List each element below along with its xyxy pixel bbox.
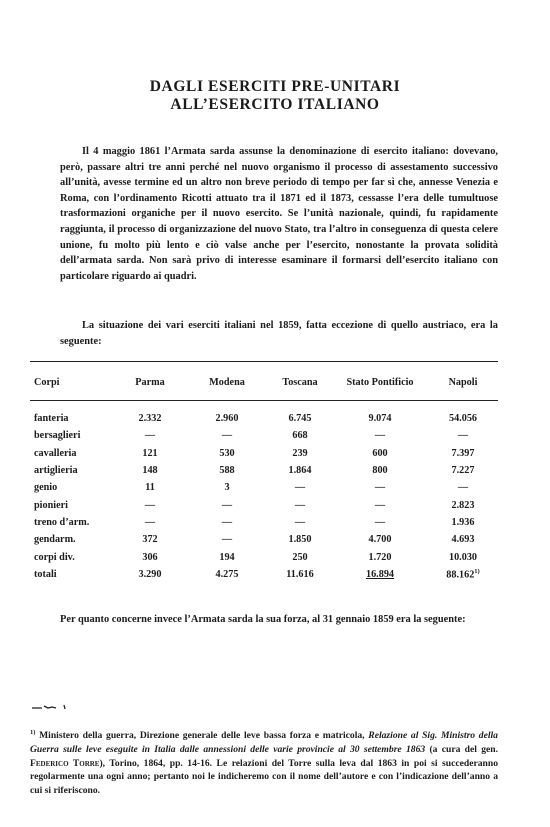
- cell: 194: [219, 551, 235, 563]
- ink-scribble: [30, 699, 90, 711]
- cell: —: [294, 499, 306, 511]
- cell: 7.397: [451, 447, 475, 459]
- cell: —: [294, 482, 306, 494]
- cell: 2.332: [138, 413, 162, 425]
- footnote: [30, 726, 498, 798]
- cell: treno d’arm.: [34, 516, 90, 528]
- cell: —: [221, 430, 233, 442]
- cell: —: [374, 482, 386, 494]
- table-row: [30, 427, 498, 444]
- cell: 250: [292, 551, 308, 563]
- cell: 11.616: [286, 568, 314, 580]
- cell: 239: [292, 447, 308, 459]
- header-parma: Parma: [135, 376, 165, 388]
- cell: 4.700: [368, 534, 392, 546]
- cell: —: [374, 430, 386, 442]
- cell: 800: [372, 465, 388, 477]
- cell: 4.275: [215, 568, 239, 580]
- cell: [428, 566, 498, 583]
- cell: —: [457, 482, 469, 494]
- cell: —: [144, 516, 156, 528]
- table-row-totals: [30, 566, 498, 583]
- title-line-2: ALL’ESERCITO ITALIANO: [170, 96, 380, 113]
- header-napoli: Napoli: [448, 376, 478, 388]
- paragraph-2-text: La situazione dei vari eserciti italiani nel 1859, fatta eccezione di quello austriaco, era la seguente:: [60, 320, 498, 347]
- cell: —: [221, 516, 233, 528]
- table-header-row: [30, 368, 498, 396]
- footnote-text-c: ), Torino, 1864, pp. 14-16. Le relazioni del Torre sulla leva dal 1863 in poi si succederanno regolarmente una ogni anno; pertanto noi le indicheremo con il nome dell’autore e con l’indicazione dell’anno a cui si riferiscono.: [30, 757, 498, 796]
- cell: 530: [219, 447, 235, 459]
- table-top-rule: [30, 361, 498, 362]
- paragraph-2: [60, 318, 498, 349]
- cell: 3: [224, 482, 230, 494]
- header-modena: Modena: [209, 376, 245, 388]
- cell: 600: [372, 447, 388, 459]
- cell: 1.720: [368, 551, 392, 563]
- cell: 588: [219, 465, 235, 477]
- footnote-title: Relazione al Sig. Ministro della Guerra sulle leve eseguite in Italia dalle annessioni delle varie provincie al 30 settembre 1863: [30, 730, 498, 755]
- cell: 148: [142, 465, 158, 477]
- table-row: [30, 445, 498, 462]
- cell: —: [457, 430, 469, 442]
- cell: 121: [142, 447, 158, 459]
- cell: —: [374, 499, 386, 511]
- cell: 306: [142, 551, 158, 563]
- footnote-author: Federico Torre: [30, 757, 100, 769]
- cell: —: [294, 516, 306, 528]
- cell: —: [221, 499, 233, 511]
- cell: —: [144, 430, 156, 442]
- cell: 2.960: [215, 413, 239, 425]
- cell: gendarm.: [34, 534, 76, 546]
- footnote-ref: 1): [474, 568, 480, 576]
- cell: 9.074: [368, 413, 392, 425]
- total-napoli: 88.162: [446, 569, 475, 581]
- header-toscana: Toscana: [282, 376, 318, 388]
- table-row: [30, 496, 498, 513]
- cell: —: [374, 516, 386, 528]
- cell: genio: [34, 482, 58, 494]
- cell: 372: [142, 534, 158, 546]
- cell: cavalleria: [34, 447, 77, 459]
- footnote-text-b: (a cura del gen.: [425, 743, 498, 755]
- footnote-text-a: Ministero della guerra, Direzione generale delle leve bassa forza e matricola,: [39, 730, 369, 742]
- table-row: [30, 462, 498, 479]
- cell: corpi div.: [34, 551, 75, 563]
- paragraph-3-text: Per quanto concerne invece l’Armata sarda la sua forza, al 31 gennaio 1859 era la seguente:: [60, 614, 466, 625]
- armies-table: [30, 368, 498, 583]
- cell: 6.745: [288, 413, 312, 425]
- cell: 1.864: [288, 465, 312, 477]
- cell: 7.227: [451, 465, 475, 477]
- cell: 1.850: [288, 534, 312, 546]
- header-stato-pontificio: Stato Pontificio: [346, 376, 414, 388]
- paragraph-1: Il 4 maggio 1861 l’Armata sarda assunse la denominazione di esercito italiano: dovevano, però, passare altri tre anni perché nel nuovo organismo il processo di assestamento successivo all’unità, avesse termine ed un altro non breve periodo di tempo per far sì che, annesse Venezia e Roma, con l’ordinamento Ricotti attuato tra il 1871 ed il 1873, cessasse l’era delle tumultuose trasformazioni organiche per il nuovo esercito. Se l’unità nazionale, quindi, fu rapidamente raggiunta, il processo di organizzazione del nuovo Stato, tra l’altro in conseguenza di questa celere unione, fu molto più lento e ciò valse anche per l’esercito, nonostante la provata solidità dell’armata sarda. Non sarà privo di interesse esaminare il formarsi dell’esercito italiano con particolare riguardo ai quadri.: [60, 146, 498, 282]
- cell: —: [221, 534, 233, 546]
- cell: 4.693: [451, 534, 475, 546]
- table-row: [30, 548, 498, 565]
- cell: 11: [145, 482, 155, 494]
- table-row: [30, 479, 498, 496]
- paragraph-3: [60, 612, 498, 628]
- cell: 668: [292, 430, 308, 442]
- cell: bersaglieri: [34, 430, 81, 442]
- title-line-1: DAGLI ESERCITI PRE-UNITARI: [149, 78, 401, 95]
- cell: totali: [34, 568, 57, 580]
- cell: 3.290: [138, 568, 162, 580]
- cell: [332, 566, 428, 583]
- table-row: [30, 410, 498, 427]
- footnote-marker: 1): [30, 729, 36, 736]
- cell: —: [144, 499, 156, 511]
- cell: pionieri: [34, 499, 68, 511]
- cell: fanteria: [34, 413, 69, 425]
- total-pontificio: 16.894: [365, 568, 394, 580]
- cell: 2.823: [451, 499, 475, 511]
- header-corpi: Corpi: [34, 376, 60, 388]
- table-row: [30, 514, 498, 531]
- cell: 10.030: [448, 551, 477, 563]
- cell: 1.936: [451, 516, 475, 528]
- cell: 54.056: [448, 413, 477, 425]
- table-row: [30, 531, 498, 548]
- cell: artiglieria: [34, 465, 78, 477]
